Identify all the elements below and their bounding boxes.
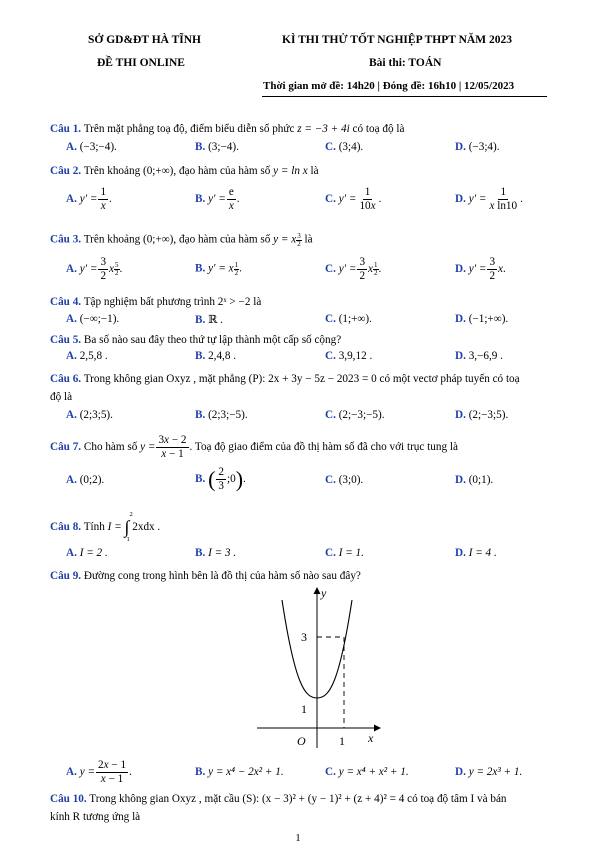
q1-option-d[interactable]: D. (−3;4). <box>455 141 500 153</box>
q1-option-c[interactable]: C. (3;4). <box>325 141 364 153</box>
q6-option-b[interactable]: B. (2;3;−5). <box>195 409 248 421</box>
x-axis-label: x <box>368 731 374 745</box>
question-8: Câu 8. Tính I = ∫ 2 1 2xdx . <box>50 511 161 543</box>
q8-option-c[interactable]: C. I = 1. <box>325 547 364 559</box>
q9-option-d[interactable]: D. y = 2x³ + 1. <box>455 766 523 778</box>
q1-option-a[interactable]: A. (−3;−4). <box>66 141 117 153</box>
q7-option-d[interactable]: D. (0;1). <box>455 474 494 486</box>
q3-option-d[interactable]: D. y′ = $\frac{3}{2}$ x. <box>455 256 506 282</box>
q3-option-a[interactable]: A. y′ = $\frac{3}{2}$ x $\frac{5}{2}$ . <box>66 256 123 282</box>
q9-option-a[interactable]: A. y = $\frac{2x - 1}{x - 1}$ . <box>66 759 132 785</box>
q2-option-c[interactable]: C. y′ = $\frac{1}{10x}$ . <box>325 186 382 212</box>
question-text: có toạ độ là <box>352 123 405 135</box>
page-number: 1 <box>295 832 301 844</box>
question-3: Câu 3. Trên khoảng (0;+∞), đạo hàm của hàm số y = x $\frac{3}{2}$ là <box>50 232 313 248</box>
question-6: Câu 6. Trong không gian Oxyz , mặt phẳng (P): 2x + 3y − 5z − 2023 = 0 có một vectơ pháp tuyến có toạ <box>50 373 520 385</box>
q4-option-a[interactable]: A. (−∞;−1). <box>66 313 120 325</box>
q8-option-d[interactable]: D. I = 4 . <box>455 547 497 559</box>
question-1 <box>50 123 566 135</box>
question-10: Câu 10. Trong không gian Oxyz , mặt cầu (S): (x − 3)² + (y − 1)² + (z + 4)² = 4 có toạ độ tâm I và bán <box>50 793 507 805</box>
q5-option-c[interactable]: C. 3,9,12 . <box>325 350 373 362</box>
exam-times: Thời gian mở đề: 14h20 | Đóng đề: 16h10 | 12/05/2023 <box>263 80 515 92</box>
question-text: Trên mặt phẳng toạ độ, điểm biểu diễn số phức <box>83 123 295 135</box>
q2-option-d[interactable]: D. y′ = $\frac{1}{\text{x ln10}}$ . <box>455 186 523 212</box>
question-2: Câu 2. Trên khoảng (0;+∞), đạo hàm của hàm số y = ln x là <box>50 165 319 177</box>
question-10-cont: kính R tương ứng là <box>50 811 141 823</box>
tick-label-y3: 3 <box>301 630 307 644</box>
q2-option-b[interactable]: B. y′ = $\frac{e}{x}$ . <box>195 186 240 212</box>
q2-option-a[interactable]: A. y′ = $\frac{1}{x}$ . <box>66 186 112 212</box>
q1-option-b[interactable]: B. (3;−4). <box>195 141 239 153</box>
q4-option-d[interactable]: D. (−1;+∞). <box>455 313 509 325</box>
q6-option-d[interactable]: D. (2;−3;5). <box>455 409 509 421</box>
q9-option-c[interactable]: C. y = x⁴ + x² + 1. <box>325 766 409 778</box>
function-graph <box>255 585 385 750</box>
math-expr: z = −3 + 4i <box>297 123 350 135</box>
question-6-cont: độ là <box>50 391 73 403</box>
exam-mode: ĐỀ THI ONLINE <box>97 57 185 69</box>
q9-option-b[interactable]: B. y = x⁴ − 2x² + 1. <box>195 766 284 778</box>
q3-option-c[interactable]: C. y′ = $\frac{3}{2}$ x $\frac{1}{2}$ . <box>325 256 382 282</box>
q4-option-c[interactable]: C. (1;+∞). <box>325 313 372 325</box>
department-name: SỞ GD&ĐT HÀ TĨNH <box>88 34 202 46</box>
tick-label-y1: 1 <box>301 702 307 716</box>
q8-option-b[interactable]: B. I = 3 . <box>195 547 237 559</box>
q6-option-a[interactable]: A. (2;3;5). <box>66 409 113 421</box>
question-4: Câu 4. Tập nghiệm bất phương trình 2ˣ > −2 là <box>50 296 262 308</box>
q6-option-c[interactable]: C. (2;−3;−5). <box>325 409 385 421</box>
q7-option-c[interactable]: C. (3;0). <box>325 474 364 486</box>
header-divider <box>262 96 547 97</box>
question-7: Câu 7. Cho hàm số y = $\frac{3x - 2}{x - 1}$ . Toạ độ giao điểm của đồ thị hàm số đã cho với trục tung là <box>50 434 458 460</box>
exam-subject: Bài thi: TOÁN <box>369 57 442 69</box>
q8-option-a[interactable]: A. I = 2 . <box>66 547 108 559</box>
q5-option-d[interactable]: D. 3,−6,9 . <box>455 350 503 362</box>
origin-label: O <box>297 734 306 748</box>
tick-label-x1: 1 <box>339 734 345 748</box>
question-label: Câu 1. <box>50 123 82 135</box>
question-9: Câu 9. Đường cong trong hình bên là đồ thị của hàm số nào sau đây? <box>50 570 361 582</box>
q4-option-b[interactable]: B. ℝ . <box>195 314 223 326</box>
question-5: Câu 5. Ba số nào sau đây theo thứ tự lập thành một cấp số cộng? <box>50 334 342 346</box>
exam-title: KÌ THI THỬ TỐT NGHIỆP THPT NĂM 2023 <box>282 34 512 46</box>
q3-option-b[interactable]: B. y′ = x $\frac{1}{2}$ . <box>195 261 242 277</box>
q5-option-b[interactable]: B. 2,4,8 . <box>195 350 237 362</box>
q7-option-a[interactable]: A. (0;2). <box>66 474 105 486</box>
q5-option-a[interactable]: A. 2,5,8 . <box>66 350 108 362</box>
y-axis-label: y <box>321 586 327 600</box>
q7-option-b[interactable]: B. ( $\frac{2}{3}$ ;0). <box>195 466 246 492</box>
